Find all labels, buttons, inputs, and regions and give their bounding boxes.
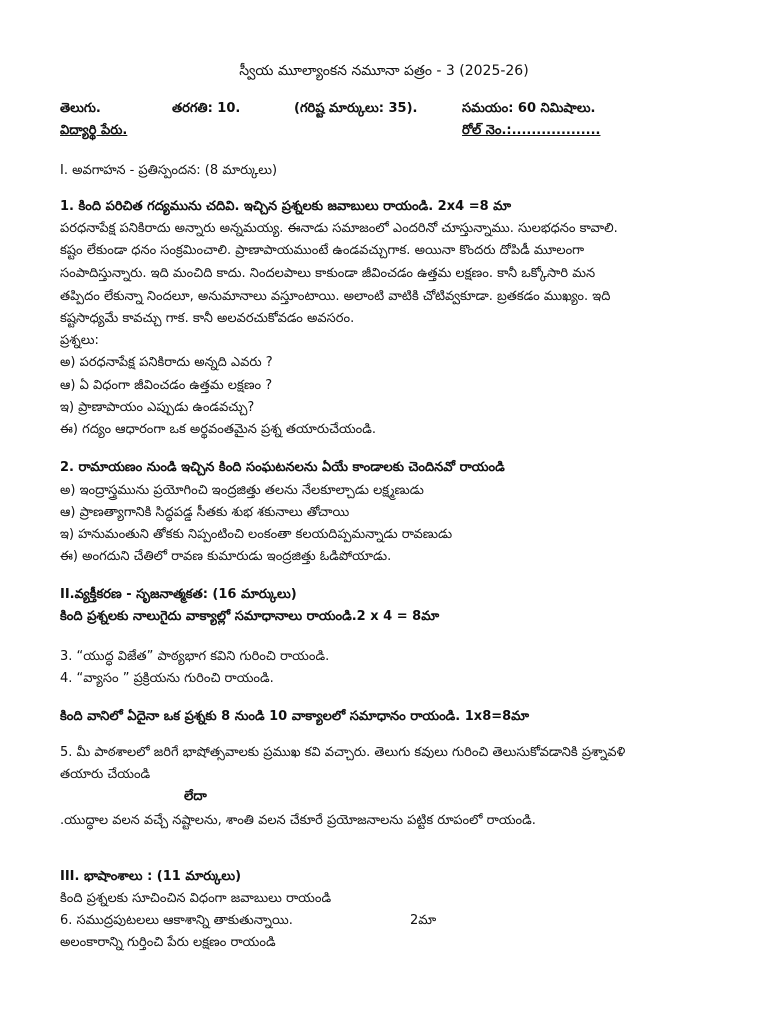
roll-number-label: రోల్ నెం.:.................. <box>462 123 601 138</box>
max-marks-label: (గరిష్ట మార్కులు: 35). <box>294 101 418 116</box>
question-5-line-2: తయారు చేయండి <box>60 767 151 782</box>
question-6: 6. సముద్రపుటలలు ఆకాశాన్ని తాకుతున్నాయి. <box>60 913 293 928</box>
section-2-heading: II.వ్యక్తీకరణ - సృజనాత్మకత: (16 మార్కులు) <box>60 587 297 602</box>
questions-label: ప్రశ్నలు: <box>60 333 99 348</box>
question-2d: ఈ) అంగదుని చేతిలో రావణ కుమారుడు ఇంద్రజిత్తు ఓడిపోయాడు. <box>60 549 392 564</box>
passage-line-5: కష్టసాధ్యమే కావచ్చు గాక. కానీ అలవరచుకోవడం అవసరం. <box>60 311 355 326</box>
question-1b: ఆ) ఏ విధంగా జీవించడం ఉత్తమ లక్షణం ? <box>60 378 273 393</box>
passage-line-2: కష్టం లేకుండా ధనం సంక్రమించాలి. ప్రాణాపాయముంటే ఉండవచ్చుగాక. అయినా కొందరు దోపిడీ మూలంగా <box>60 243 585 258</box>
question-1d: ఈ) గద్యం ఆధారంగా ఒక అర్థవంతమైన ప్రశ్న తయారుచేయండి. <box>60 422 377 437</box>
time-label: సమయం: 60 నిమిషాలు. <box>462 101 596 116</box>
section-2-subheading: కింది ప్రశ్నలకు నాలుగైదు వాక్యాల్లో సమాధానాలు రాయండి.2 x 4 = 8మా <box>60 609 440 624</box>
question-6-marks: 2మా <box>410 913 437 928</box>
question-4: 4. “వ్యాసం ” ప్రక్రియను గురించి రాయండి. <box>60 671 274 686</box>
section-3-heading: III. భాషాంశాలు : (11 మార్కులు) <box>60 869 242 884</box>
question-2b: ఆ) ప్రాణత్యాగానికి సిద్ధపడ్డ సీతకు శుభ శకునాలు తోచాయి <box>60 505 350 520</box>
passage-line-3: సంపాదిస్తున్నారు. ఇది మంచిది కాదు. నిందలపాలు కాకుండా జీవించడం ఉత్తమ లక్షణం. కానీ ఒక్కోసారి మన <box>60 266 596 281</box>
passage-line-1: పరధనాపేక్ష పనికిరాదు అన్నారు అన్నమయ్య. ఈనాడు సమాజంలో ఎందరినో చూస్తున్నాము. సులభధనం కావాలి. <box>60 221 618 236</box>
question-2a: అ) ఇంద్రాస్త్రమును ప్రయోగించి ఇంద్రజిత్తు తలను నేలకూల్చాడు లక్ష్మణుడు <box>60 483 424 498</box>
paper-title: స్వీయ మూల్యాంకన నమూనా పత్రం - 3 (2025-26) <box>239 63 529 79</box>
subject-label: తెలుగు. <box>60 101 101 116</box>
passage-line-4: తప్పిదం లేకున్నా నిందలూ, అనుమానాలు వస్తూంటాయి. అలాంటి వాటికి చోటివ్వకూడా. బ్రతకడం ముఖ్యం. ఇది <box>60 289 611 304</box>
student-name-label: విద్యార్థి పేరు. <box>60 123 128 138</box>
question-6-task: అలంకారాన్ని గుర్తించి పేరు లక్షణం రాయండి <box>60 935 276 950</box>
question-1a: అ) పరధనాపేక్ష పనికిరాదు అన్నది ఎవరు ? <box>60 355 273 370</box>
or-separator: లేదా <box>184 789 207 804</box>
question-2-heading: 2. రామాయణం నుండి ఇచ్చిన కింది సంఘటనలను ఏయే కాండాలకు చెందినవో రాయండి <box>60 460 505 475</box>
class-label: తరగతి: 10. <box>172 101 241 116</box>
question-1-heading: 1. కింది పరిచిత గద్యమును చదివి. ఇచ్చిన ప్రశ్నలకు జవాబులు రాయండి. 2x4 =8 మా <box>60 199 512 214</box>
section-3-instruction: కింది ప్రశ్నలకు సూచించిన విధంగా జవాబులు రాయండి <box>60 891 332 906</box>
question-5-alternative: .యుద్ధాల వలన వచ్చే నష్టాలను, శాంతి వలన చేకూరే ప్రయోజనాలను పట్టిక రూపంలో రాయండి. <box>60 813 536 828</box>
question-1c: ఇ) ప్రాణాపాయం ఎప్పుడు ఉండవచ్చు? <box>60 400 255 415</box>
section-1-heading: I. అవగాహన - ప్రతిస్పందన: (8 మార్కులు) <box>60 163 278 178</box>
question-5-line-1: 5. మీ పాఠశాలలో జరిగే భాషోత్సవాలకు ప్రముఖ కవి వచ్చారు. తెలుగు కవులు గురించి తెలుసుకోవడానికి ప్రశ్నావళి <box>60 745 626 760</box>
question-2c: ఇ) హనుమంతుని తోకకు నిప్పంటించి లంకంతా కలయదిప్పమన్నాడు రావణుడు <box>60 527 453 542</box>
question-3: 3. “యుద్ధ విజేత” పాఠ్యభాగ కవిని గురించి రాయండి. <box>60 649 330 664</box>
long-answer-heading: కింది వానిలో ఏదైనా ఒక ప్రశ్నకు 8 నుండి 10 వాక్యాలలో సమాధానం రాయండి. 1x8=8మా <box>60 709 530 724</box>
